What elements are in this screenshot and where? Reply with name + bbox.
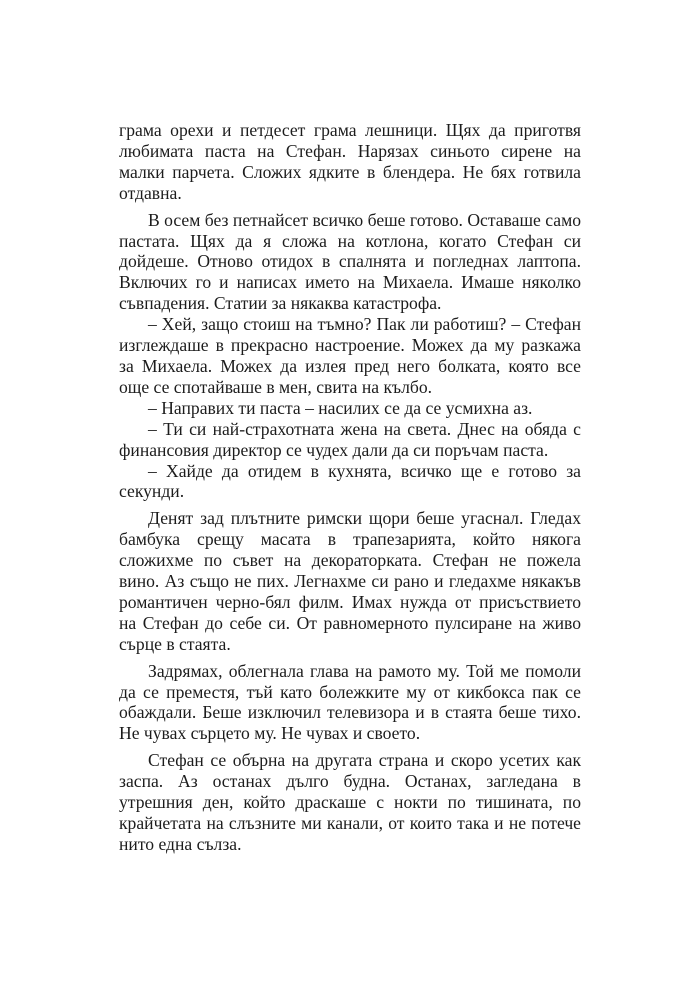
body-text [119,120,581,855]
paragraph: грама орехи и петдесет грама лешници. Щях да приготвя любимата паста на Стефан. Нарязах синьото сирене на малки парчета. Сложих ядките в блендера. Не бях готвила отдавна. [119,120,581,203]
paragraph: Стефан се обърна на другата страна и скоро усетих как заспа. Аз останах дълго будна. Останах, загледана в утрешния ден, който драскаше с нокти по тишината, по крайчетата на слъзните ми канали, от които така и не потече нито една сълза. [119,750,581,854]
paragraph: – Ти си най-страхотната жена на света. Днес на обяда с финансовия директор се чудех дали да си поръчам паста. [119,418,581,460]
paragraph: Задрямах, облегнала глава на рамото му. Той ме помоли да се преместя, тъй като болежките му от кикбокса пак се обаждали. Беше изключил телевизора и в стаята беше тихо. Не чувах сърцето му. Не чувах и своето. [119,660,581,744]
paragraph: В осем без петнайсет всичко беше готово. Оставаше само пастата. Щях да я сложа на котлона, когато Стефан си дойдеше. Отново отидох в спалнята и погледнах лаптопа. Включих го и написах името на Михаела. Имаше няколко съвпадения. Статии за някаква катастрофа. [119,209,581,314]
paragraph: Денят зад плътните римски щори беше угаснал. Гледах бамбука срещу масата в трапезарията, който някога сложихме по съвет на декораторката. Стефан не пожела вино. Аз също не пих. Легнахме си рано и гледахме някакъв романтичен черно-бял филм. Имах нужда от присъствието на Стефан до себе си. От равномерното пулсиране на живо сърце в стаята. [119,508,581,654]
paragraph: – Хей, защо стоиш на тъмно? Пак ли работиш? – Стефан изглеждаше в прекрасно настроение. Можех да му разкажа за Михаела. Можех да излея пред него болката, която все още се спотайваше в мен, свита на кълбо. [119,314,581,397]
paragraph: – Направих ти паста – насилих се да се усмихна аз. [148,397,533,418]
paragraph: – Хайде да отидем в кухнята, всичко ще е готово за секунди. [119,460,581,502]
